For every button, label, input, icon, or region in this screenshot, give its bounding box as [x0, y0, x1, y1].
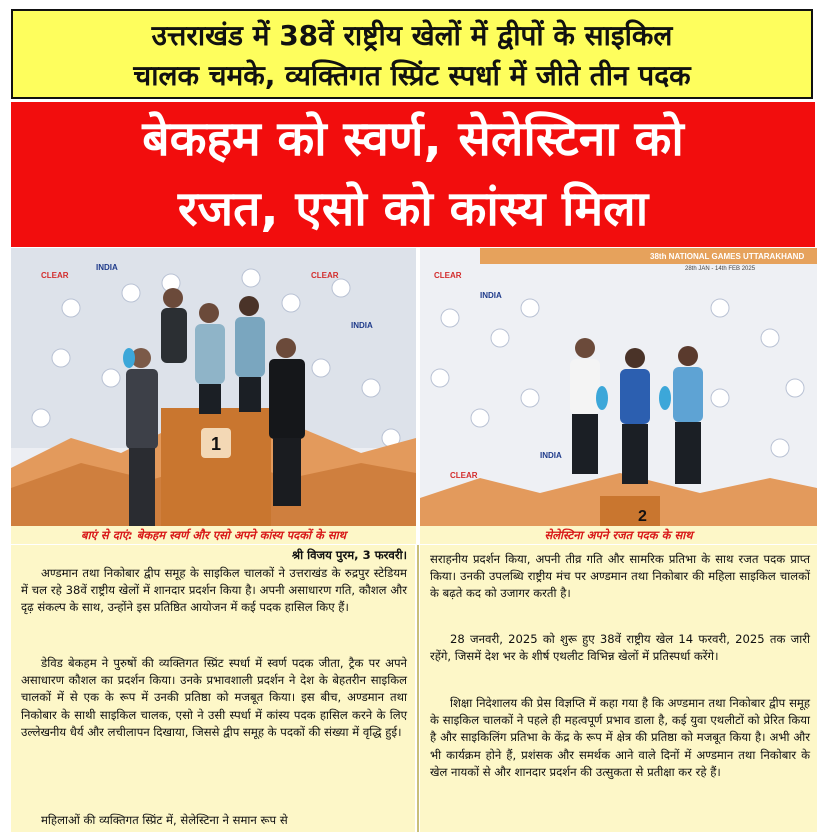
- sponsor-clear-logo: CLEAR: [41, 271, 69, 280]
- sponsor-india-logo: INDIA: [96, 263, 118, 272]
- caption-bar-left: [11, 526, 416, 544]
- kicker-box: [11, 9, 813, 99]
- official-right: [269, 338, 305, 506]
- headline-box: [11, 102, 815, 247]
- article-column-left: [11, 545, 415, 832]
- article-paragraph: शिक्षा निदेशालय की प्रेस विज्ञप्ति में कहा गया है कि अण्डमान तथा निकोबार द्वीप समूह के साइकिल चालकों ने पहले ही महत्वपूर्ण प्रभाव डाला है, कई युवा एथलीटों को प्रेरित किया है और साइकिलिंग प्रतिभा के केंद्र के रूप में क्षेत्र की प्रतिष्ठा को मजबूत किया है। अभी और भी कार्यक्रम होने हैं, प्रशंसक और समर्थक आने वाले दिनों में अण्डमान तथा निकोबार के खेल नायकों से और शानदार प्रदर्शन की उत्सुकता से प्रतीक्षा कर रहे हैं।: [430, 696, 810, 779]
- article-paragraph: अण्डमान तथा निकोबार द्वीप समूह के साइकिल चालकों ने उत्तराखंड के रुद्रपुर स्टेडियम में चल रहे 38वें राष्ट्रीय खेलों में शानदार प्रदर्शन किया है। अपनी असाधारण गति, कौशल और दृढ़ संकल्प के साथ, उन्होंने इस प्रतिष्ठित आयोजन में कई पदक हासिल किए हैं।: [21, 566, 407, 615]
- official-left: [126, 348, 158, 526]
- sponsor-india-logo-3: INDIA: [480, 291, 502, 300]
- article-column-right: [420, 545, 817, 832]
- sponsor-india-logo-4: INDIA: [540, 451, 562, 460]
- sponsor-clear-logo-2: CLEAR: [311, 271, 339, 280]
- photo-women-podium: [420, 248, 817, 526]
- dateline: श्री विजय पुरम, 3 फरवरी।: [291, 548, 407, 562]
- kicker-line-2: चालक चमके, व्यक्तिगत स्प्रिंट स्पर्धा में जीते तीन पदक: [133, 59, 691, 92]
- podium-number-1: 1: [211, 434, 222, 454]
- article-paragraph: डेविड बेकहम ने पुरुषों की व्यक्तिगत स्प्रिंट स्पर्धा में स्वर्ण पदक जीता, ट्रैक पर अपने असाधारण कौशल का प्रदर्शन किया। उनके प्रभावशाली प्रदर्शन ने देश के बेहतरीन साइकिल चालकों में से एक के रूप में उनकी प्रतिष्ठा को मजबूत किया। इस बीच, अण्डमान तथा निकोबार के साथी साइकिल चालक, एसो ने उसी स्पर्धा में कांस्य पदक हासिल करने के लिए उल्लेखनीय धैर्य और लचीलापन दिखाया, जिससे द्वीप समूह के पदकों की संख्या में वृद्धि हुई।: [21, 656, 407, 739]
- article-paragraph: महिलाओं की व्यक्तिगत स्प्रिंट में, सेलेस्टिना ने समान रूप से: [41, 813, 288, 827]
- mascot-toy: [123, 348, 135, 368]
- photo-men-podium: [11, 248, 416, 526]
- caption-bar-right: [420, 526, 817, 544]
- sponsor-clear-logo-4: CLEAR: [450, 471, 478, 480]
- caption-right: सेलेस्टिना अपने रजत पदक के साथ: [544, 528, 693, 542]
- caption-left: बाएं से दाएं: बेकहम स्वर्ण और एसो अपने कांस्य पदकों के साथ: [81, 528, 346, 542]
- headline-line-2: रजत, एसो को कांस्य मिला: [177, 181, 649, 237]
- banner-text: 38th NATIONAL GAMES UTTARAKHAND: [650, 252, 805, 261]
- podium-number-2: 2: [638, 508, 647, 525]
- article-paragraph: 28 जनवरी, 2025 को शुरू हुए 38वें राष्ट्रीय खेल 14 फरवरी, 2025 तक जारी रहेंगे, जिसमें देश भर के शीर्ष एथलीट विभिन्न खेलों में प्रतिस्पर्धा करेंगे।: [430, 632, 810, 664]
- column-divider: [417, 545, 419, 832]
- headline-line-1: बेकहम को स्वर्ण, सेलेस्टिना को: [142, 111, 684, 167]
- sponsor-india-logo-2: INDIA: [351, 321, 373, 330]
- article-paragraph: सराहनीय प्रदर्शन किया, अपनी तीव्र गति और सामरिक प्रतिभा के साथ रजत पदक प्राप्त किया। उनकी उपलब्धि राष्ट्रीय मंच पर अण्डमान तथा निकोबार की महिला साइकिल चालकों के बढ़ते कद को उजागर करती है।: [430, 552, 810, 601]
- banner-dates: 28th JAN - 14th FEB 2025: [685, 266, 756, 272]
- kicker-line-1: उत्तराखंड में 38वें राष्ट्रीय खेलों में द्वीपों के साइकिल: [151, 19, 673, 52]
- sponsor-clear-logo-3: CLEAR: [434, 271, 462, 280]
